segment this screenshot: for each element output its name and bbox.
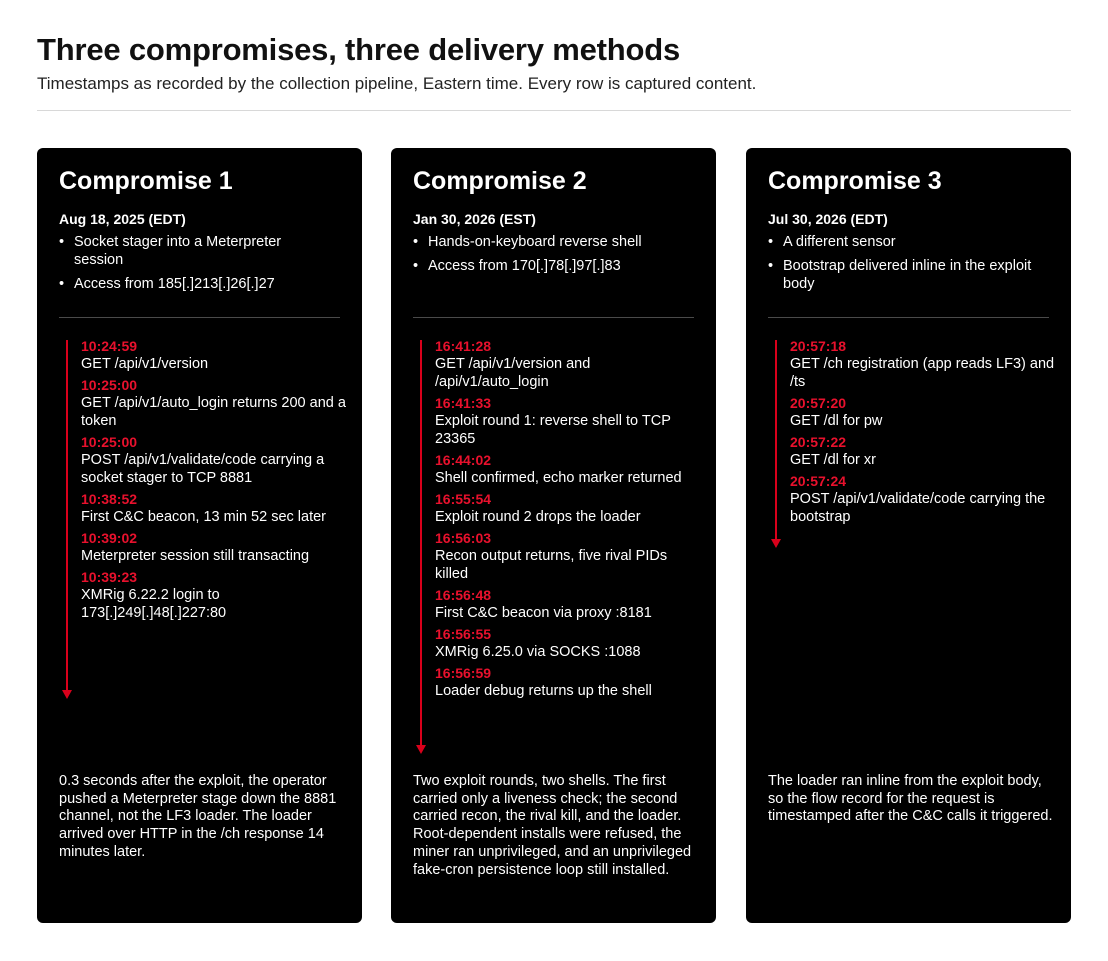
- timeline-arrow-icon: [62, 690, 72, 699]
- event-time: 10:38:52: [81, 491, 138, 507]
- compromise-card-1: [37, 148, 362, 923]
- timeline-event: [81, 338, 349, 373]
- timeline-event: [81, 434, 349, 487]
- bullet-item: • Access from 185[.]213[.]26[.]27: [59, 275, 329, 293]
- card-divider: [768, 317, 1049, 318]
- timeline-event: [790, 338, 1058, 391]
- timeline-event: [81, 569, 349, 622]
- timeline-event: [790, 395, 1058, 430]
- timeline-event: [81, 377, 349, 430]
- event-time: 10:25:00: [81, 434, 138, 450]
- event-description: GET /api/v1/version and /api/v1/auto_login: [435, 356, 591, 390]
- card-date: Jul 30, 2026 (EDT): [768, 211, 888, 227]
- timeline-line: [66, 340, 68, 690]
- timeline-event: [81, 530, 349, 565]
- timeline-line: [420, 340, 422, 745]
- timeline-event: [435, 665, 703, 700]
- event-time: 16:56:03: [435, 530, 492, 546]
- event-time: 16:41:28: [435, 338, 492, 354]
- timeline-event: [81, 491, 349, 526]
- event-description: Exploit round 2 drops the loader: [435, 509, 641, 525]
- event-description: GET /api/v1/auto_login returns 200 and a token: [81, 395, 346, 429]
- event-description: GET /api/v1/version: [81, 356, 209, 372]
- timeline-arrow-icon: [771, 539, 781, 548]
- bullet-item: • A different sensor: [768, 233, 1038, 251]
- event-description: First C&C beacon via proxy :8181: [435, 605, 652, 621]
- event-description: Shell confirmed, echo marker returned: [435, 470, 682, 486]
- event-description: GET /ch registration (app reads LF3) and /ts: [790, 356, 1055, 390]
- compromise-card-2: [391, 148, 716, 923]
- card-divider: [59, 317, 340, 318]
- bullet-item: • Bootstrap delivered inline in the exploit body: [768, 257, 1038, 293]
- card-summary: Two exploit rounds, two shells. The first carried only a liveness check; the second carried recon, the rival kill, and the loader. Root-dependent installs were refused, the miner ran unprivileged, and an unprivileged fake-cron persistence loop still installed.: [413, 773, 692, 878]
- card-divider: [413, 317, 694, 318]
- event-time: 10:39:23: [81, 569, 138, 585]
- event-description: Exploit round 1: reverse shell to TCP 23365: [435, 413, 671, 447]
- event-description: XMRig 6.22.2 login to 173[.]249[.]48[.]227:80: [81, 587, 227, 621]
- timeline-event: [790, 473, 1058, 526]
- event-time: 16:41:33: [435, 395, 492, 411]
- event-description: Recon output returns, five rival PIDs killed: [435, 548, 668, 582]
- event-time: 16:56:59: [435, 665, 492, 681]
- event-time: 20:57:18: [790, 338, 847, 354]
- event-time: 16:55:54: [435, 491, 492, 507]
- event-description: Meterpreter session still transacting: [81, 548, 310, 564]
- header: [37, 30, 1071, 96]
- timeline-event: [435, 587, 703, 622]
- timeline-event: [435, 452, 703, 487]
- timeline-event: [790, 434, 1058, 469]
- event-description: First C&C beacon, 13 min 52 sec later: [81, 509, 326, 525]
- event-description: POST /api/v1/validate/code carrying the bootstrap: [790, 491, 1046, 525]
- card-title: Compromise 3: [768, 167, 942, 195]
- card-date: Aug 18, 2025 (EDT): [59, 211, 186, 227]
- event-time: 16:56:55: [435, 626, 492, 642]
- event-description: Loader debug returns up the shell: [435, 683, 652, 699]
- timeline-arrow-icon: [416, 745, 426, 754]
- card-bullet-list: [59, 233, 329, 299]
- event-time: 16:56:48: [435, 587, 492, 603]
- timeline-event: [435, 338, 703, 391]
- compromise-card-3: [746, 148, 1071, 923]
- timeline-event: [435, 491, 703, 526]
- page-subtitle: Timestamps as recorded by the collection pipeline, Eastern time. Every row is captured content.: [37, 74, 757, 93]
- event-time: 10:39:02: [81, 530, 138, 546]
- event-time: 16:44:02: [435, 452, 492, 468]
- event-time: 20:57:22: [790, 434, 847, 450]
- timeline-event: [435, 626, 703, 661]
- timeline-event: [435, 395, 703, 448]
- card-title: Compromise 1: [59, 167, 233, 195]
- bullet-item: • Socket stager into a Meterpreter session: [59, 233, 329, 269]
- timeline-event: [435, 530, 703, 583]
- timeline-line: [775, 340, 777, 539]
- event-description: XMRig 6.25.0 via SOCKS :1088: [435, 644, 641, 660]
- event-time: 10:24:59: [81, 338, 138, 354]
- event-description: POST /api/v1/validate/code carrying a socket stager to TCP 8881: [81, 452, 325, 486]
- card-bullet-list: [413, 233, 683, 281]
- event-time: 10:25:00: [81, 377, 138, 393]
- card-title: Compromise 2: [413, 167, 587, 195]
- card-bullet-list: [768, 233, 1038, 299]
- bullet-item: • Hands-on-keyboard reverse shell: [413, 233, 683, 251]
- card-summary: The loader ran inline from the exploit body, so the flow record for the request is timestamped after the C&C calls it triggered.: [768, 773, 1053, 825]
- header-divider: [37, 110, 1071, 111]
- event-description: GET /dl for xr: [790, 452, 876, 468]
- bullet-item: • Access from 170[.]78[.]97[.]83: [413, 257, 683, 275]
- card-summary: 0.3 seconds after the exploit, the operator pushed a Meterpreter stage down the 8881 channel, not the LF3 loader. The loader arrived over HTTP in the /ch response 14 minutes later.: [59, 773, 337, 860]
- timeline: [435, 338, 703, 704]
- event-description: GET /dl for pw: [790, 413, 883, 429]
- timeline: [81, 338, 349, 626]
- event-time: 20:57:20: [790, 395, 847, 411]
- timeline: [790, 338, 1058, 530]
- event-time: 20:57:24: [790, 473, 847, 489]
- card-date: Jan 30, 2026 (EST): [413, 211, 536, 227]
- page-title: Three compromises, three delivery methods: [37, 32, 681, 67]
